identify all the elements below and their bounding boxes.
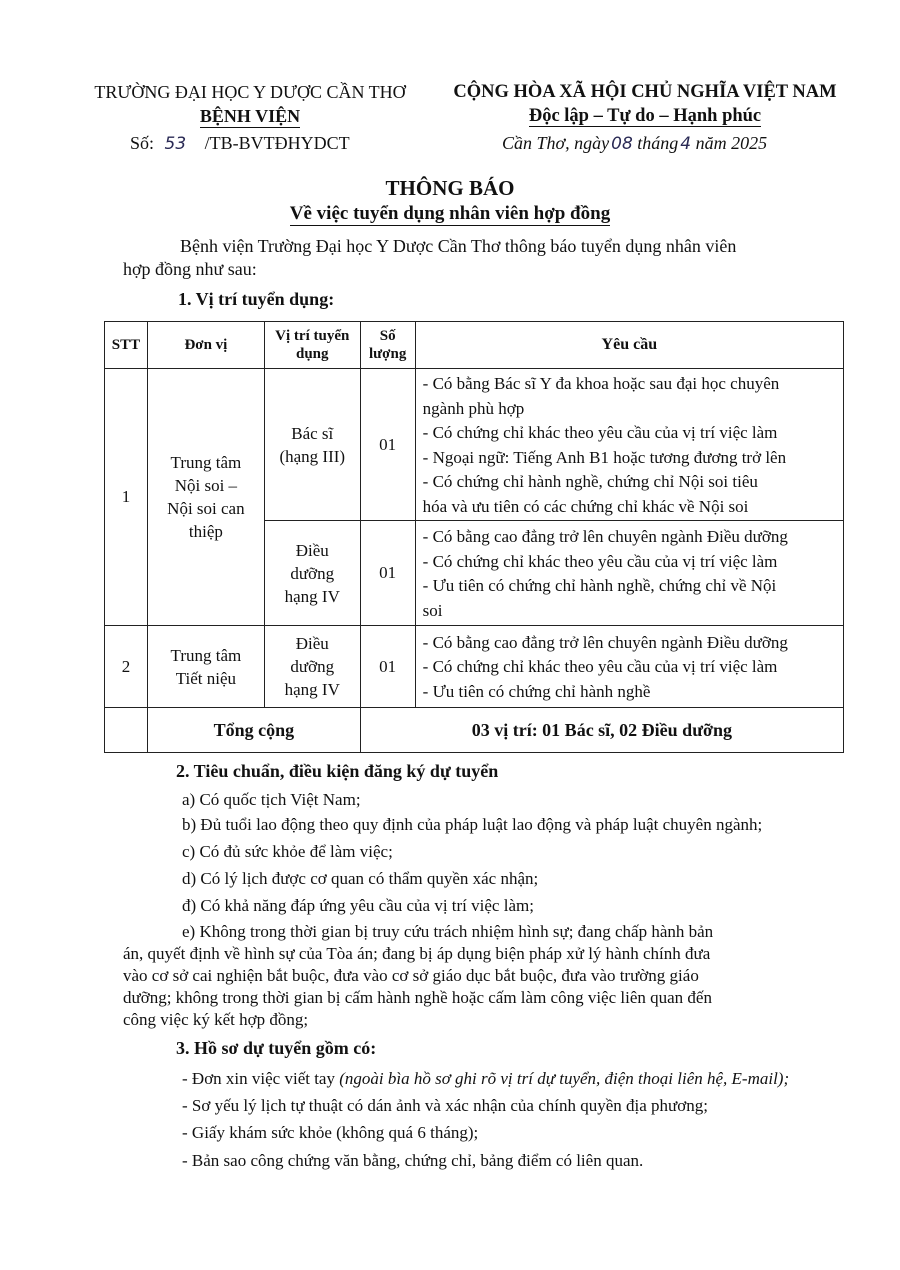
intro-line-2: hợp đồng như sau:: [123, 259, 257, 279]
table-row: [105, 626, 844, 708]
requirement-line: - Ưu tiên có chứng chỉ hành nghề, chứng chỉ về Nội: [422, 576, 777, 595]
header-position-line: dụng: [295, 346, 329, 362]
criteria-item-e-line: e) Không trong thời gian bị truy cứu trách nhiệm hình sự; đang chấp hành bản: [182, 922, 714, 941]
intro-line-1: Bệnh viện Trường Đại học Y Dược Cần Thơ thông báo tuyển dụng nhân viên: [180, 236, 737, 256]
requirement-line: - Ngoại ngữ: Tiếng Anh B1 hoặc tương đương trở lên: [422, 447, 787, 467]
section-1-heading: 1. Vị trí tuyển dụng:: [178, 289, 335, 309]
subtitle-text: Về việc tuyển dụng nhân viên hợp đồng: [289, 203, 611, 224]
document-date: [502, 133, 767, 154]
row-position: [264, 521, 360, 626]
unit-line: Trung tâm: [170, 645, 242, 665]
row-requirements: [415, 369, 843, 521]
date-day-handwritten: 08: [611, 134, 633, 154]
position-line: Điều: [295, 634, 329, 653]
row-requirements: [415, 521, 843, 626]
number-label: Số:: [130, 133, 155, 153]
criteria-item-e-line: công việc ký kết hợp đồng;: [123, 1010, 309, 1029]
national-motto-header: [440, 80, 850, 128]
dossier-item-note: (ngoài bìa hồ sơ ghi rõ vị trí dự tuyển, điện thoại liên hệ, E-mail);: [339, 1069, 790, 1088]
requirement-line: hóa và ưu tiên có các chứng chỉ khác về Nội soi: [422, 496, 749, 516]
row-stt: 1: [105, 369, 148, 626]
row-unit: [147, 626, 264, 708]
dossier-item: - Giấy khám sức khỏe (không quá 6 tháng);: [182, 1123, 479, 1142]
requirement-line: - Có bằng cao đẳng trở lên chuyên ngành Điều dưỡng: [422, 632, 788, 652]
position-line: dưỡng: [290, 657, 335, 676]
position-line: Điều: [295, 540, 329, 560]
criteria-item: d) Có lý lịch được cơ quan có thẩm quyền xác nhận;: [182, 869, 539, 888]
document-title: THÔNG BÁO: [385, 176, 515, 200]
date-month-label: tháng: [637, 133, 679, 153]
header-quantity: [360, 322, 415, 369]
unit-line: Nội soi –: [174, 476, 238, 495]
row-position: [264, 369, 360, 521]
header-quantity-line: Số: [379, 328, 396, 344]
table-header-row: [105, 322, 844, 369]
criteria-item-e-line: vào cơ sở cai nghiện bắt buộc, đưa vào cơ sở giáo dục bắt buộc, đưa vào trường giáo: [123, 966, 699, 985]
criteria-item: b) Đủ tuổi lao động theo quy định của pháp luật lao động và pháp luật chuyên ngành;: [182, 815, 763, 834]
row-quantity: 01: [360, 521, 415, 626]
requirement-line: - Có chứng chỉ khác theo yêu cầu của vị trí việc làm: [422, 551, 778, 571]
unit-line: thiệp: [188, 522, 223, 541]
number-suffix: /TB-BVTĐHYDCT: [204, 133, 350, 153]
document-subtitle: [0, 203, 900, 226]
criteria-item-e-line: án, quyết định về hình sự của Tòa án; đang bị áp dụng biện pháp xử lý hành chính đưa: [123, 944, 711, 963]
criteria-item: a) Có quốc tịch Việt Nam;: [182, 790, 361, 809]
header-position-line: Vị trí tuyển: [275, 328, 350, 344]
header-quantity-line: lượng: [369, 346, 407, 362]
row-unit: [147, 369, 264, 626]
total-empty-cell: [105, 708, 148, 753]
row-position: [264, 626, 360, 708]
total-label: Tổng cộng: [147, 708, 360, 753]
section-3-heading: 3. Hồ sơ dự tuyển gồm có:: [176, 1038, 377, 1058]
requirement-line: ngành phù hợp: [422, 398, 525, 418]
requirement-line: soi: [422, 600, 443, 620]
dossier-item-text: - Đơn xin việc viết tay: [182, 1069, 340, 1088]
unit-line: Nội soi can: [167, 499, 245, 518]
nation-title: CỘNG HÒA XÃ HỘI CHỦ NGHĨA VIỆT NAM: [453, 82, 837, 102]
document-number: [130, 133, 350, 154]
criteria-item: c) Có đủ sức khỏe để làm việc;: [182, 842, 393, 861]
position-line: hạng IV: [284, 680, 340, 699]
organization-header: [70, 80, 430, 128]
requirement-line: - Có chứng chỉ khác theo yêu cầu của vị trí việc làm: [422, 423, 778, 442]
date-prefix: Cần Thơ, ngày: [502, 133, 610, 153]
table-total-row: [105, 708, 844, 753]
header-requirements: Yêu cầu: [415, 322, 843, 369]
recruitment-table: [104, 321, 844, 753]
nation-motto: Độc lập – Tự do – Hạnh phúc: [528, 106, 762, 126]
dossier-item: - Sơ yếu lý lịch tự thuật có dán ảnh và xác nhận của chính quyền địa phương;: [182, 1096, 708, 1115]
table-row: [105, 369, 844, 521]
row-stt: 2: [105, 626, 148, 708]
unit-line: Tiết niệu: [175, 668, 237, 688]
unit-line: Trung tâm: [170, 453, 242, 472]
row-requirements: [415, 626, 843, 708]
org-name: TRƯỜNG ĐẠI HỌC Y DƯỢC CẦN THƠ: [94, 82, 406, 102]
requirement-line: - Có chứng chỉ khác theo yêu cầu của vị trí việc làm: [422, 657, 778, 677]
number-handwritten: 53: [164, 134, 187, 154]
requirement-line: - Có chứng chỉ hành nghề, chứng chỉ Nội soi tiêu: [422, 472, 758, 491]
org-subunit: BỆNH VIỆN: [199, 106, 301, 126]
position-line: hạng IV: [284, 586, 340, 606]
section-2-heading: 2. Tiêu chuẩn, điều kiện đăng ký dự tuyển: [176, 761, 499, 781]
row-quantity: 01: [360, 626, 415, 708]
row-quantity: 01: [360, 369, 415, 521]
requirement-line: - Có bằng Bác sĩ Y đa khoa hoặc sau đại học chuyên: [422, 374, 780, 393]
position-line: dưỡng: [290, 563, 335, 583]
total-value: 03 vị trí: 01 Bác sĩ, 02 Điều dưỡng: [360, 708, 843, 753]
requirement-line: - Ưu tiên có chứng chỉ hành nghề: [422, 681, 651, 701]
requirement-line: - Có bằng cao đẳng trở lên chuyên ngành Điều dưỡng: [422, 527, 788, 546]
dossier-item: [182, 1069, 789, 1089]
dossier-item: - Bản sao công chứng văn bằng, chứng chỉ, bảng điểm có liên quan.: [182, 1151, 644, 1170]
position-line: Bác sĩ: [291, 423, 334, 443]
position-line: (hạng III): [279, 446, 346, 466]
date-year: năm 2025: [695, 133, 768, 153]
criteria-item-e-line: dưỡng; không trong thời gian bị cấm hành nghề hoặc cấm làm công việc liên quan đến: [123, 988, 712, 1007]
criteria-item: đ) Có khả năng đáp ứng yêu cầu của vị trí việc làm;: [182, 896, 534, 915]
header-position: [264, 322, 360, 369]
header-stt: STT: [105, 322, 148, 369]
header-unit: Đơn vị: [147, 322, 264, 369]
date-month-handwritten: 4: [680, 134, 692, 154]
